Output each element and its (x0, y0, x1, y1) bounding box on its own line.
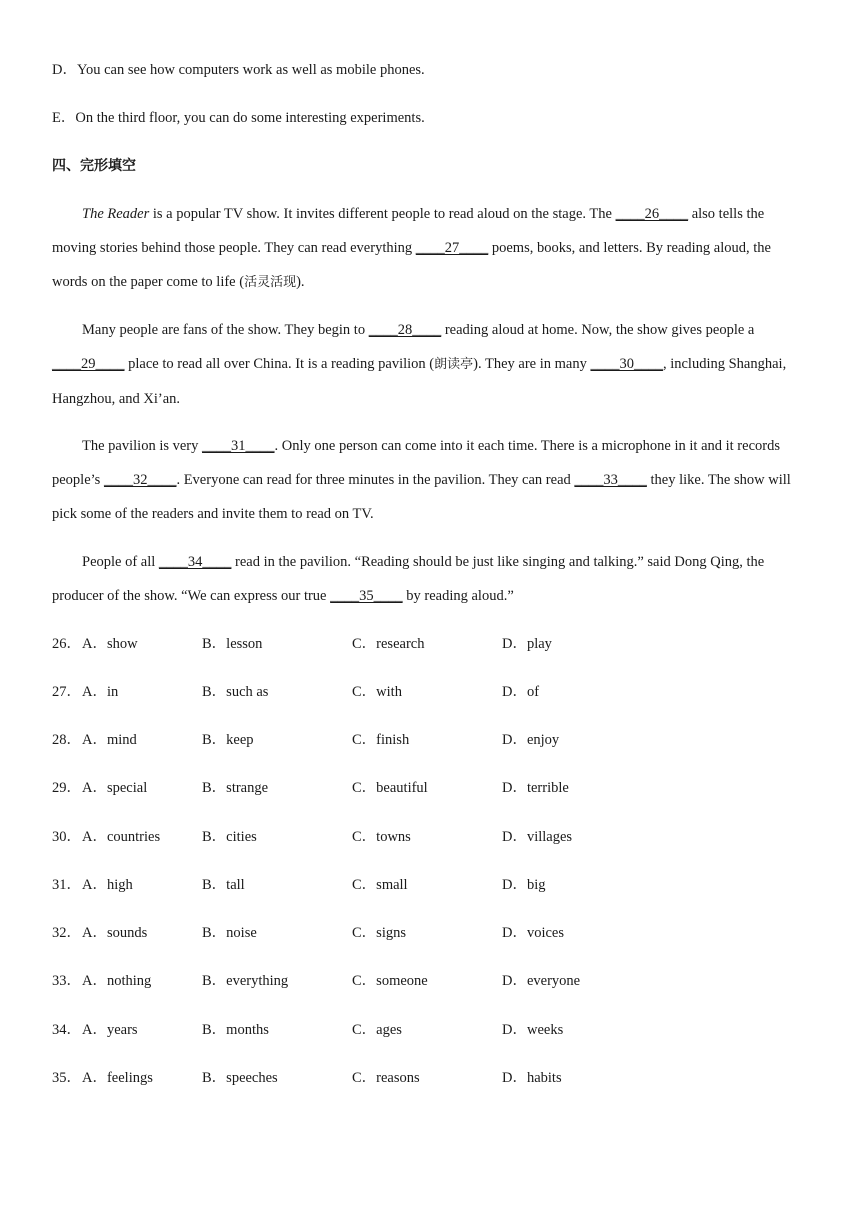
option-d: D．terrible (502, 780, 569, 796)
option-c: C．signs (352, 925, 406, 941)
option-d-line: D．You can see how computers work as well as mobile phones. (52, 62, 425, 78)
passage-paragraph-3 (52, 429, 808, 531)
passage-paragraph-1 (52, 197, 808, 300)
option-a: A．in (82, 684, 119, 700)
option-b: B．everything (202, 973, 289, 989)
option-d: D．play (502, 636, 552, 652)
option-c: C．towns (352, 829, 411, 845)
question-number: 35． (52, 1070, 81, 1086)
blank-27: ____27____ (415, 240, 489, 256)
option-c: C．reasons (352, 1070, 420, 1086)
blank-29: ____29____ (52, 356, 125, 372)
option-b: B．such as (202, 684, 269, 700)
question-29 (52, 778, 812, 798)
blank-33: ____33____ (574, 472, 647, 488)
p1-chinese-note: 活灵活现 (244, 275, 297, 290)
question-28 (52, 730, 812, 750)
question-number: 28． (52, 732, 81, 748)
question-32 (52, 923, 812, 943)
p4-text-1: People of all (82, 554, 159, 570)
question-number: 30． (52, 829, 81, 845)
option-c: C．beautiful (352, 780, 428, 796)
option-c: C．small (352, 877, 408, 893)
p3-text-1: The pavilion is very (82, 438, 203, 454)
option-d: D．voices (502, 925, 565, 941)
blank-35: ____35____ (330, 588, 403, 604)
option-d: D．of (502, 684, 540, 700)
option-b: B．speeches (202, 1070, 278, 1086)
option-a: A．high (82, 877, 133, 893)
option-a: A．mind (82, 732, 137, 748)
p1-text-1: is a popular TV show. It invites different people to read aloud on the stage. The (149, 206, 616, 222)
option-c: C．ages (352, 1022, 402, 1038)
question-number: 26． (52, 636, 81, 652)
question-26 (52, 634, 812, 654)
p2-text-2: reading aloud at home. Now, the show gives people a (441, 322, 755, 338)
question-number: 33． (52, 973, 81, 989)
show-title: The Reader (82, 206, 150, 222)
option-a: A．sounds (82, 925, 148, 941)
option-b: B．keep (202, 732, 254, 748)
blank-32: ____32____ (103, 472, 177, 488)
question-27 (52, 682, 812, 702)
question-30 (52, 827, 812, 847)
option-a: A．years (82, 1022, 138, 1038)
passage-paragraph-2 (52, 313, 808, 416)
p4-text-3: by reading aloud.” (402, 588, 514, 604)
option-c: C．someone (352, 973, 428, 989)
blank-26: ____26____ (615, 206, 689, 222)
question-number: 32． (52, 925, 81, 941)
option-d: D．habits (502, 1070, 562, 1086)
option-d: D．villages (502, 829, 573, 845)
p3-text-3: . Everyone can read for three minutes in the pavilion. They can read (176, 472, 575, 488)
blank-30: ____30____ (590, 356, 663, 372)
option-d: D．weeks (502, 1022, 564, 1038)
p1-text-4: ). (296, 274, 305, 290)
question-31 (52, 875, 812, 895)
option-c: C．with (352, 684, 402, 700)
option-e-line: E．On the third floor, you can do some interesting experiments. (52, 110, 425, 126)
question-33 (52, 971, 812, 991)
p4-text-2: read in the pavilion. “Reading should be just like singing and talking.” said Dong Qing, the producer of the show. “We can express our true (52, 554, 765, 604)
p2-chinese-note: 朗读亭 (434, 357, 474, 372)
option-b: B．strange (202, 780, 269, 796)
option-b: B．tall (202, 877, 245, 893)
question-number: 27． (52, 684, 81, 700)
option-d: D．everyone (502, 973, 581, 989)
option-a: A．show (82, 636, 138, 652)
question-34 (52, 1020, 812, 1040)
blank-34: ____34____ (158, 554, 232, 570)
blank-31: ____31____ (202, 438, 275, 454)
p2-text-4: ). They are in many (473, 356, 591, 372)
passage-paragraph-4 (52, 545, 808, 613)
option-a: A．countries (82, 829, 161, 845)
option-b: B．noise (202, 925, 257, 941)
option-d: D．enjoy (502, 732, 560, 748)
p2-text-1: Many people are fans of the show. They begin to (82, 322, 369, 338)
question-number: 34． (52, 1022, 81, 1038)
p2-text-3: place to read all over China. It is a reading pavilion ( (124, 356, 435, 372)
option-d: D．big (502, 877, 546, 893)
p2-text-5: , including Shanghai, Hangzhou, and Xi’an. (52, 356, 787, 407)
p1-text-3: poems, books, and letters. By reading aloud, the words on the paper come to life ( (52, 240, 771, 290)
option-b: B．months (202, 1022, 269, 1038)
option-a: A．feelings (82, 1070, 153, 1086)
p1-text-2: also tells the moving stories behind those people. They can read everything (52, 206, 765, 256)
p3-text-2: . Only one person can come into it each time. There is a microphone in it and it records people’s (52, 438, 780, 488)
option-a: A．special (82, 780, 148, 796)
question-35 (52, 1068, 812, 1088)
question-number: 31． (52, 877, 81, 893)
option-a: A．nothing (82, 973, 152, 989)
option-b: B．lesson (202, 636, 263, 652)
p3-text-4: they like. The show will pick some of the readers and invite them to read on TV. (52, 472, 791, 522)
option-c: C．research (352, 636, 425, 652)
option-b: B．cities (202, 829, 257, 845)
question-number: 29． (52, 780, 81, 796)
section-title: 四、完形填空 (52, 158, 136, 174)
option-c: C．finish (352, 732, 410, 748)
blank-28: ____28____ (368, 322, 442, 338)
